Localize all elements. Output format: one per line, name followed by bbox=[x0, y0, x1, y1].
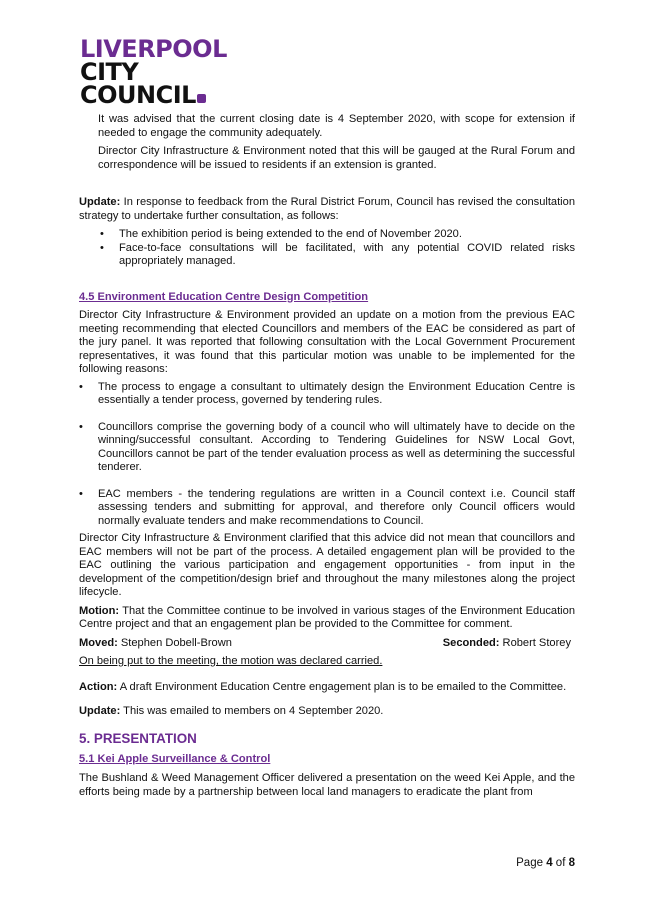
page-of-label: of bbox=[552, 857, 569, 869]
paragraph-clarified: Director City Infrastructure & Environment clarified that this advice did not mean that councillors and EAC members will not be part of the process. A detailed engagement plan will be provided to the EAC outlining the various participation and engagement opportunities - from input in the development of the competition/design brief and throughout the many milestones along the project lifecycle. bbox=[79, 532, 575, 598]
section-5-heading: 5. PRESENTATION bbox=[79, 730, 197, 746]
moved-name: Stephen Dobell-Brown bbox=[117, 636, 232, 649]
page-label: Page bbox=[516, 857, 547, 869]
logo-council-text: COUNCIL bbox=[80, 81, 196, 109]
update-label: Update: bbox=[79, 196, 121, 208]
motion-carried bbox=[79, 655, 575, 669]
seconded-by bbox=[443, 637, 571, 651]
page-number bbox=[516, 857, 575, 869]
action-paragraph bbox=[79, 681, 575, 695]
update-paragraph bbox=[79, 196, 575, 223]
motion-carried-text: On being put to the meeting, the motion was declared carried. bbox=[79, 655, 383, 667]
seconded-name: Robert Storey bbox=[499, 636, 571, 649]
update-text: In response to feedback from the Rural District Forum, Council has revised the consultation strategy to undertake further consultation, as follows: bbox=[79, 196, 575, 222]
reasons-bullet-list bbox=[79, 381, 575, 529]
list-item: • The process to engage a consultant to ultimately design the Environment Education Centre is essentially a tender process, governed by tendering rules. bbox=[79, 381, 575, 408]
logo-line-city: CITY bbox=[80, 58, 139, 86]
document-body bbox=[79, 113, 575, 799]
section-5-1-text: The Bushland & Weed Management Officer delivered a presentation on the weed Kei Apple, and the efforts being made by a partnership between local land managers to eradicate the plant from bbox=[79, 772, 575, 798]
moved-label: Moved: bbox=[79, 636, 118, 649]
section-5-1-heading bbox=[79, 753, 575, 767]
moved-seconded-row bbox=[79, 637, 575, 651]
logo-line-council bbox=[80, 81, 227, 109]
logo-line-liverpool: LIVERPOOL bbox=[80, 35, 227, 63]
motion-text: That the Committee continue to be involved in various stages of the Environment Education Centre project and that an engagement plan be provided to the Committee for comment. bbox=[79, 604, 575, 630]
section-4-5-heading-text: 4.5 Environment Education Centre Design Competition bbox=[79, 290, 369, 303]
update-sent-paragraph bbox=[79, 705, 575, 719]
section-4-5-heading bbox=[79, 291, 575, 305]
list-item: • Face-to-face consultations will be facilitated, with any potential COVID related risks appropriately managed. bbox=[79, 242, 575, 269]
list-item: • The exhibition period is being extended to the end of November 2020. bbox=[79, 228, 575, 242]
update-sent-label: Update: bbox=[79, 705, 121, 717]
action-label: Action: bbox=[79, 680, 118, 693]
section-5-1-heading-text: 5.1 Kei Apple Surveillance & Control bbox=[79, 752, 271, 765]
moved-by bbox=[79, 637, 232, 651]
page-total: 8 bbox=[568, 857, 575, 869]
list-item: • Councillors comprise the governing body of a council who will ultimately have to decide on the winning/successful consultant. According to Tendering Guidelines for NSW Local Govt, Councillors cannot be part of the tender evaluation process as well as determining the successful tenderer. bbox=[79, 421, 575, 475]
paragraph-director-noted: Director City Infrastructure & Environment noted that this will be gauged at the Rural Forum and correspondence will be issued to residents if an extension is granted. bbox=[98, 145, 575, 171]
action-text: A draft Environment Education Centre engagement plan is to be emailed to the Committee. bbox=[117, 680, 567, 693]
paragraph-closing-date: It was advised that the current closing date is 4 September 2020, with scope for extension if needed to engage the community adequately. bbox=[98, 113, 575, 139]
seconded-label: Seconded: bbox=[442, 636, 500, 649]
motion-paragraph bbox=[79, 605, 575, 632]
motion-label: Motion: bbox=[79, 604, 120, 617]
section-4-5-intro: Director City Infrastructure & Environment provided an update on a motion from the previous EAC meeting recommending that elected Councillors and members of the EAC be considered as part of the jury panel. It was reported that following consultation with the Local Government Procurement representatives, it was found that this particular motion was unable to be implemented for the following reasons: bbox=[79, 309, 575, 375]
council-logo bbox=[80, 35, 227, 109]
logo-square-icon bbox=[197, 94, 206, 103]
page-current: 4 bbox=[546, 857, 553, 869]
update-bullet-list bbox=[79, 228, 575, 269]
update-sent-text: This was emailed to members on 4 September 2020. bbox=[120, 705, 384, 717]
list-item: • EAC members - the tendering regulations are written in a Council context i.e. Council staff assessing tenders and submitting for approval, and therefore only Council officers would normally evaluate tenders and make recommendations to Council. bbox=[79, 488, 575, 529]
